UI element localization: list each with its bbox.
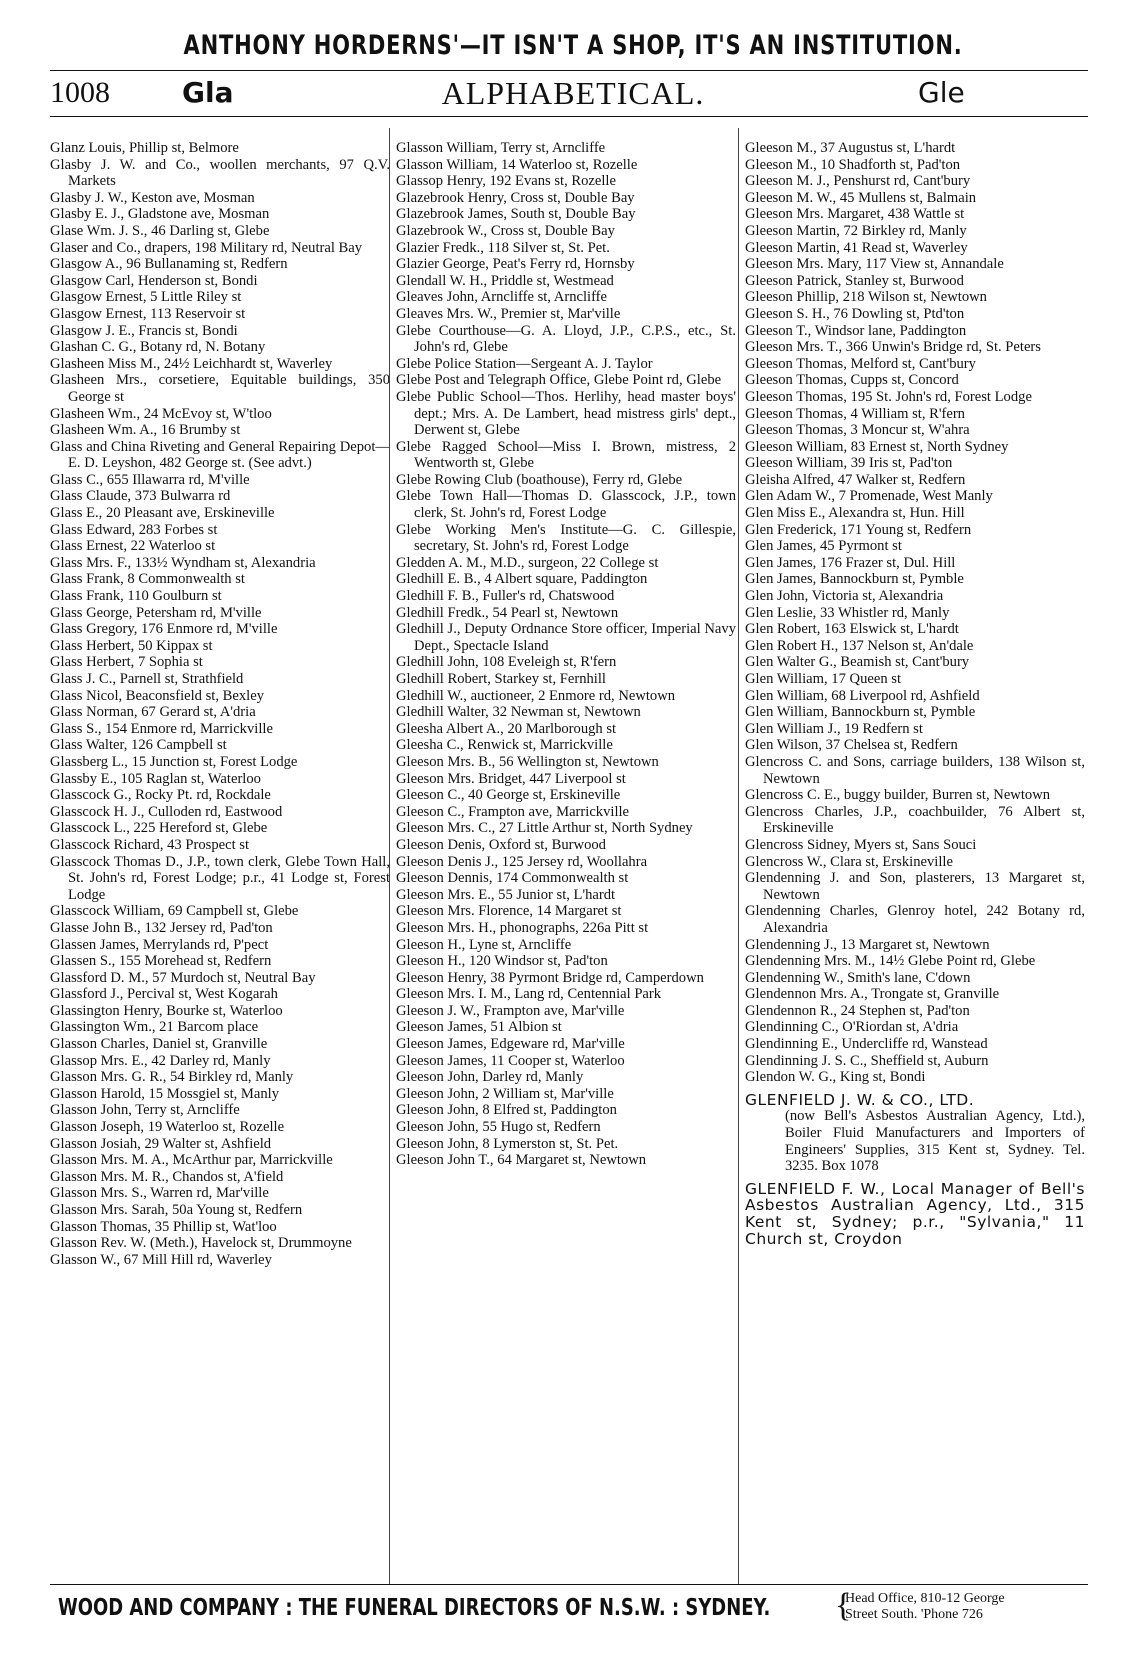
directory-entry: Gleeson Mrs. Margaret, 438 Wattle st: [745, 206, 965, 223]
directory-entry: Glasheen Miss M., 24½ Leichhardt st, Waverley: [50, 355, 333, 372]
directory-entry: Glassop Mrs. E., 42 Darley rd, Manly: [50, 1052, 271, 1069]
directory-entry: Gleeson Mrs. Bridget, 447 Liverpool st: [396, 770, 626, 787]
directory-entry: Glasson William, 14 Waterloo st, Rozelle: [396, 156, 638, 173]
directory-entry: Glasheen Wm., 24 McEvoy st, W'tloo: [50, 405, 272, 422]
directory-entry: Glasson John, Terry st, Arncliffe: [50, 1102, 240, 1119]
directory-entry: Glasscock Richard, 43 Prospect st: [50, 836, 250, 853]
directory-entry: Glasby E. J., Gladstone ave, Mosman: [50, 206, 270, 223]
directory-entry: Glasby J. W. and Co., woollen merchants, 97 Q.V. Markets: [50, 156, 390, 190]
directory-entry: Glass Claude, 373 Bulwarra rd: [50, 488, 231, 505]
directory-entry: Glen James, Bannockburn st, Pymble: [745, 571, 964, 588]
directory-entry: Glass Nicol, Beaconsfield st, Bexley: [50, 687, 264, 704]
directory-entry: Gleisha Alfred, 47 Walker st, Redfern: [745, 471, 966, 488]
directory-entry: Glebe Working Men's Institute—G. C. Gillespie, secretary, St. John's rd, Forest Lodge: [396, 521, 736, 555]
directory-entry: Glencross C. and Sons, carriage builders, 138 Wilson st, Newtown: [745, 753, 1085, 787]
directory-entry: Glass Ernest, 22 Waterloo st: [50, 538, 216, 555]
directory-entry: Gleeson John T., 64 Margaret st, Newtown: [396, 1152, 647, 1169]
directory-entry: Glass S., 154 Enmore rd, Marrickville: [50, 720, 273, 737]
directory-entry: Gledhill F. B., Fuller's rd, Chatswood: [396, 588, 615, 605]
directory-entry: Glassington Henry, Bourke st, Waterloo: [50, 1002, 283, 1019]
directory-entry: Glebe Ragged School—Miss I. Brown, mistress, 2 Wentworth st, Glebe: [396, 438, 736, 472]
directory-entry: Gleeson Thomas, Cupps st, Concord: [745, 372, 959, 389]
directory-entry: Gleeson Phillip, 218 Wilson st, Newtown: [745, 289, 987, 306]
directory-entry: Glen William, Bannockburn st, Pymble: [745, 704, 976, 721]
directory-entry: Glass Herbert, 7 Sophia st: [50, 654, 203, 671]
directory-entry: Glen Robert H., 137 Nelson st, An'dale: [745, 637, 974, 654]
brace-glyph: {: [835, 1587, 852, 1624]
directory-entry: Glasson Mrs. Sarah, 50a Young st, Redfern: [50, 1202, 303, 1218]
directory-entry: Gleeson Patrick, Stanley st, Burwood: [745, 272, 964, 289]
directory-entry: Glasscock Thomas D., J.P., town clerk, Glebe Town Hall, St. John's rd, Forest Lodge; p.r., 41 Lodge st, Forest Lodge: [50, 853, 390, 903]
directory-entry: Gleeson C., Frampton ave, Marrickville: [396, 803, 630, 820]
directory-entry: Gleeson William, 83 Ernest st, North Sydney: [745, 438, 1009, 455]
directory-entry: Gleeson Mrs. E., 55 Junior st, L'hardt: [396, 886, 616, 903]
directory-entry: Glen Adam W., 7 Promenade, West Manly: [745, 488, 993, 505]
left-guide-word: Gla: [182, 76, 234, 109]
footer-advert: [0, 1588, 1146, 1628]
directory-entry: GLENFIELD J. W. & CO., LTD.: [745, 1090, 975, 1109]
directory-entry: Gleeson William, 39 Iris st, Pad'ton: [745, 455, 953, 472]
directory-entry: Glassington Wm., 21 Barcom place: [50, 1019, 259, 1036]
directory-entry: Gleeson Thomas, 195 St. John's rd, Forest Lodge: [745, 388, 1032, 405]
header-top-rule: [50, 70, 1088, 71]
directory-entry: Glass Gregory, 176 Enmore rd, M'ville: [50, 621, 278, 638]
directory-entry: Glass Norman, 67 Gerard st, A'dria: [50, 704, 256, 721]
directory-entry: Gleeson Mrs. Mary, 117 View st, Annandale: [745, 256, 1004, 273]
directory-entry: Gleeson Mrs. C., 27 Little Arthur st, North Sydney: [396, 820, 693, 837]
directory-entry: Glasheen Wm. A., 16 Brumby st: [50, 422, 241, 439]
column-divider: [389, 128, 390, 1585]
directory-entry: Glendennon R., 24 Stephen st, Pad'ton: [745, 1002, 970, 1019]
directory-entry: Gleeson James, 51 Albion st: [396, 1019, 562, 1036]
directory-entry: Glasse John B., 132 Jersey rd, Pad'ton: [50, 919, 273, 936]
footer-rule: [50, 1584, 1088, 1585]
directory-entry: Glass and China Riveting and General Repairing Depot—E. D. Leyshon, 482 George st. (See advt.): [50, 438, 390, 472]
directory-entry: Glendennon Mrs. A., Trongate st, Granville: [745, 986, 1000, 1003]
directory-entry: Glasson Thomas, 35 Phillip st, Wat'loo: [50, 1218, 277, 1235]
directory-entry: Glasson Mrs. G. R., 54 Birkley rd, Manly: [50, 1069, 294, 1086]
directory-entry: Glen Leslie, 33 Whistler rd, Manly: [745, 604, 950, 621]
directory-entry: Glasgow Ernest, 113 Reservoir st: [50, 305, 246, 322]
directory-entry: Glendon W. G., King st, Bondi: [745, 1069, 926, 1086]
directory-entry: Gleeson James, Edgeware rd, Mar'ville: [396, 1036, 625, 1053]
directory-entry: Glasheen Mrs., corsetiere, Equitable buildings, 350 George st: [50, 372, 390, 405]
directory-entry: Glasson Harold, 15 Mossgiel st, Manly: [50, 1085, 280, 1102]
header-bottom-rule: [50, 116, 1088, 117]
directory-entry: Gleeson Mrs. T., 366 Unwin's Bridge rd, St. Peters: [745, 339, 1041, 356]
directory-entry: Glazebrook Henry, Cross st, Double Bay: [396, 189, 635, 206]
directory-entry: (now Bell's Asbestos Australian Agency, Ltd.), Boiler Fluid Manufacturers and Importers of Engineers' Supplies, 315 Kent st, Sydney. Tel. 3235. Box 1078: [785, 1108, 1085, 1175]
directory-entry: Gledhill E. B., 4 Albert square, Paddington: [396, 571, 648, 588]
directory-entry: Gleeson Mrs. H., phonographs, 226a Pitt st: [396, 919, 649, 936]
directory-entry: Gleaves John, Arncliffe st, Arncliffe: [396, 289, 608, 306]
directory-entry: Gledhill Fredk., 54 Pearl st, Newtown: [396, 604, 619, 621]
directory-entry: Gleeson H., 120 Windsor st, Pad'ton: [396, 953, 608, 970]
directory-entry: Gleeson M., 37 Augustus st, L'hardt: [745, 140, 956, 156]
directory-entry: Glassen S., 155 Morehead st, Redfern: [50, 953, 272, 970]
directory-entry: Gleeson John, 55 Hugo st, Redfern: [396, 1119, 601, 1136]
directory-entry: Gleeson John, 2 William st, Mar'ville: [396, 1085, 614, 1102]
directory-entry: Gleeson Thomas, 3 Moncur st, W'ahra: [745, 422, 970, 439]
directory-entry: Glassford J., Percival st, West Kogarah: [50, 986, 278, 1003]
directory-column-3: [745, 140, 1085, 1247]
directory-entry: Gleeson Henry, 38 Pyrmont Bridge rd, Camperdown: [396, 969, 704, 986]
directory-entry: Gleeson John, 8 Elfred st, Paddington: [396, 1102, 617, 1119]
directory-entry: Gledden A. M., M.D., surgeon, 22 College st: [396, 554, 659, 571]
directory-entry: Glasgow Ernest, 5 Little Riley st: [50, 289, 242, 306]
footer-address-line: Street South. 'Phone 726: [845, 1607, 983, 1622]
directory-entry: Glasscock G., Rocky Pt. rd, Rockdale: [50, 787, 271, 804]
directory-entry: Glasby J. W., Keston ave, Mosman: [50, 189, 255, 206]
directory-entry: Glen William J., 19 Redfern st: [745, 720, 923, 737]
directory-entry: Glendall W. H., Priddle st, Westmead: [396, 272, 614, 289]
directory-entry: Gleaves Mrs. W., Premier st, Mar'ville: [396, 305, 621, 322]
directory-entry: Glasscock H. J., Culloden rd, Eastwood: [50, 803, 283, 820]
directory-entry: Glazier Fredk., 118 Silver st, St. Pet.: [396, 239, 610, 256]
directory-entry: GLENFIELD F. W., Local Manager of Bell's Asbestos Australian Agency, Ltd., 315 Kent st, Sydney; p.r., "Sylvania," 11 Church st, Croydon: [745, 1179, 1085, 1248]
right-guide-word: Gle: [918, 76, 965, 109]
directory-entry: Glencross C. E., buggy builder, Burren st, Newtown: [745, 787, 1051, 804]
directory-entry: Glazebrook W., Cross st, Double Bay: [396, 222, 615, 239]
directory-entry: Glassen James, Merrylands rd, P'pect: [50, 936, 269, 953]
directory-entry: Glendenning Charles, Glenroy hotel, 242 Botany rd, Alexandria: [745, 903, 1085, 936]
directory-entry: Glen Walter G., Beamish st, Cant'bury: [745, 654, 970, 671]
directory-entry: Gleesha C., Renwick st, Marrickville: [396, 737, 613, 754]
directory-entry: Glen John, Victoria st, Alexandria: [745, 588, 944, 605]
directory-column-2: [396, 140, 736, 1169]
directory-entry: Glass Frank, 110 Goulburn st: [50, 588, 222, 605]
directory-entry: Gledhill John, 108 Eveleigh st, R'fern: [396, 654, 617, 671]
directory-entry: Glencross Charles, J.P., coachbuilder, 76 Albert st, Erskineville: [745, 803, 1085, 837]
directory-entry: Gleeson Mrs. I. M., Lang rd, Centennial Park: [396, 986, 662, 1003]
directory-entry: Glass J. C., Parnell st, Strathfield: [50, 671, 244, 687]
directory-entry: Glassberg L., 15 Junction st, Forest Lodge: [50, 753, 298, 770]
page-title: ALPHABETICAL.: [441, 75, 705, 111]
directory-entry: Glassby E., 105 Raglan st, Waterloo: [50, 770, 261, 787]
page-banner: ANTHONY HORDERNS'—IT ISN'T A SHOP, IT'S AN INSTITUTION.: [183, 30, 963, 61]
directory-entry: Glasscock L., 225 Hereford st, Glebe: [50, 820, 268, 837]
directory-entry: Glen William, 17 Queen st: [745, 671, 901, 687]
directory-entry: Glendenning J. and Son, plasterers, 13 Margaret st, Newtown: [745, 870, 1085, 903]
directory-entry: Gledhill J., Deputy Ordnance Store officer, Imperial Navy Dept., Spectacle Island: [396, 621, 736, 654]
directory-entry: Gleeson Mrs. Florence, 14 Margaret st: [396, 903, 622, 920]
directory-column-1: [50, 140, 390, 1268]
directory-entry: Glasson William, Terry st, Arncliffe: [396, 140, 606, 156]
directory-entry: Glass Frank, 8 Commonwealth st: [50, 571, 245, 588]
directory-entry: Glen Robert, 163 Elswick st, L'hardt: [745, 621, 959, 638]
directory-entry: Glen Wilson, 37 Chelsea st, Redfern: [745, 737, 958, 754]
directory-entry: Glasson Mrs. M. A., McArthur par, Marrickville: [50, 1152, 333, 1169]
directory-entry: Gleeson M. J., Penshurst rd, Cant'bury: [745, 173, 971, 190]
directory-entry: Gleeson Mrs. B., 56 Wellington st, Newtown: [396, 753, 659, 770]
directory-entry: Glen Frederick, 171 Young st, Redfern: [745, 521, 972, 538]
directory-entry: Gleeson M., 10 Shadforth st, Pad'ton: [745, 156, 961, 173]
directory-entry: Glendinning E., Undercliffe rd, Wanstead: [745, 1036, 988, 1053]
directory-entry: Gleeson Denis J., 125 Jersey rd, Woollahra: [396, 853, 648, 870]
directory-entry: Glassop Henry, 192 Evans st, Rozelle: [396, 173, 616, 190]
directory-entry: Glasson Joseph, 19 Waterloo st, Rozelle: [50, 1119, 285, 1136]
directory-entry: Glasson Josiah, 29 Walter st, Ashfield: [50, 1135, 272, 1152]
directory-entry: Gledhill Walter, 32 Newman st, Newtown: [396, 704, 641, 721]
directory-entry: Gleeson Martin, 41 Read st, Waverley: [745, 239, 968, 256]
directory-entry: Glasscock William, 69 Campbell st, Glebe: [50, 903, 299, 920]
directory-entry: Glendinning J. S. C., Sheffield st, Auburn: [745, 1052, 989, 1069]
directory-entry: Glasgow A., 96 Bullanaming st, Redfern: [50, 256, 288, 273]
directory-entry: Glasgow J. E., Francis st, Bondi: [50, 322, 238, 339]
directory-entry: Gleeson James, 11 Cooper st, Waterloo: [396, 1052, 625, 1069]
directory-entry: Glase Wm. J. S., 46 Darling st, Glebe: [50, 222, 270, 239]
directory-entry: Gleeson Thomas, Melford st, Cant'bury: [745, 355, 976, 372]
footer-address: [845, 1591, 1095, 1623]
directory-entry: Gleeson C., 40 George st, Erskineville: [396, 787, 621, 804]
directory-entry: Glanz Louis, Phillip st, Belmore: [50, 140, 239, 156]
directory-entry: Glebe Rowing Club (boathouse), Ferry rd, Glebe: [396, 471, 683, 488]
directory-entry: Glendinning C., O'Riordan st, A'dria: [745, 1019, 959, 1036]
directory-entry: Glassford D. M., 57 Murdoch st, Neutral Bay: [50, 969, 316, 986]
footer-address-line: Head Office, 810-12 George: [845, 1591, 1005, 1606]
directory-entry: Glass C., 655 Illawarra rd, M'ville: [50, 471, 250, 488]
directory-entry: Glashan C. G., Botany rd, N. Botany: [50, 339, 266, 356]
directory-entry: Gleeson Denis, Oxford st, Burwood: [396, 836, 606, 853]
directory-entry: Glazier George, Peat's Ferry rd, Hornsby: [396, 256, 635, 273]
directory-entry: Glebe Police Station—Sergeant A. J. Taylor: [396, 355, 653, 372]
directory-entry: Gleeson S. H., 76 Dowling st, Ptd'ton: [745, 305, 965, 322]
directory-entry: Glen James, 176 Frazer st, Dul. Hill: [745, 554, 956, 571]
directory-entry: Glen James, 45 Pyrmont st: [745, 538, 902, 555]
directory-entry: Gleeson John, Darley rd, Manly: [396, 1069, 584, 1086]
directory-entry: Glass Mrs. F., 133½ Wyndham st, Alexandria: [50, 554, 316, 571]
directory-entry: Glasson Mrs. S., Warren rd, Mar'ville: [50, 1185, 269, 1202]
directory-entry: Gleeson Thomas, 4 William st, R'fern: [745, 405, 965, 422]
directory-entry: Glass George, Petersham rd, M'ville: [50, 604, 262, 621]
directory-entry: Glebe Post and Telegraph Office, Glebe Point rd, Glebe: [396, 372, 722, 389]
directory-entry: Gledhill W., auctioneer, 2 Enmore rd, Newtown: [396, 687, 676, 704]
directory-entry: Glendenning J., 13 Margaret st, Newtown: [745, 936, 990, 953]
directory-entry: Glebe Town Hall—Thomas D. Glasscock, J.P., town clerk, St. John's rd, Forest Lodge: [396, 488, 736, 522]
directory-entry: Gleeson T., Windsor lane, Paddington: [745, 322, 967, 339]
footer-advert-text: WOOD AND COMPANY : THE FUNERAL DIRECTORS OF N.S.W. : SYDNEY.: [58, 1595, 771, 1621]
directory-entry: Glencross Sidney, Myers st, Sans Souci: [745, 836, 977, 853]
directory-entry: Glass Walter, 126 Campbell st: [50, 737, 227, 754]
directory-entry: Glebe Courthouse—G. A. Lloyd, J.P., C.P.S., etc., St. John's rd, Glebe: [396, 322, 736, 356]
column-divider: [738, 128, 739, 1585]
directory-entry: Gleeson Dennis, 174 Commonwealth st: [396, 870, 629, 887]
directory-entry: Gleeson J. W., Frampton ave, Mar'ville: [396, 1002, 625, 1019]
directory-entry: Glasson Charles, Daniel st, Granville: [50, 1036, 268, 1053]
directory-entry: Glebe Public School—Thos. Herlihy, head master boys' dept.; Mrs. A. De Lambert, head mistress girls' dept., Derwent st, Glebe: [396, 388, 736, 439]
directory-entry: Glasson W., 67 Mill Hill rd, Waverley: [50, 1251, 272, 1268]
directory-entry: Glass E., 20 Pleasant ave, Erskineville: [50, 505, 275, 522]
directory-entry: Glasgow Carl, Henderson st, Bondi: [50, 272, 258, 289]
page-number: 1008: [50, 76, 110, 109]
directory-entry: Glass Edward, 283 Forbes st: [50, 521, 218, 538]
directory-entry: Gleesha Albert A., 20 Marlborough st: [396, 720, 617, 737]
directory-entry: Gledhill Robert, Starkey st, Fernhill: [396, 671, 606, 687]
directory-entry: Glendenning Mrs. M., 14½ Glebe Point rd, Glebe: [745, 953, 1036, 970]
directory-entry: Glasson Mrs. M. R., Chandos st, A'field: [50, 1168, 284, 1185]
directory-entry: Glaser and Co., drapers, 198 Military rd, Neutral Bay: [50, 239, 363, 256]
directory-entry: Glendenning W., Smith's lane, C'down: [745, 969, 971, 986]
directory-entry: Glasson Rev. W. (Meth.), Havelock st, Drummoyne: [50, 1235, 352, 1252]
directory-entry: Glen Miss E., Alexandra st, Hun. Hill: [745, 505, 965, 522]
directory-entry: Glass Herbert, 50 Kippax st: [50, 637, 213, 654]
directory-entry: Glencross W., Clara st, Erskineville: [745, 853, 953, 870]
directory-entry: Gleeson M. W., 45 Mullens st, Balmain: [745, 189, 977, 206]
directory-entry: Gleeson Martin, 72 Birkley rd, Manly: [745, 222, 967, 239]
directory-entry: Gleeson John, 8 Lymerston st, St. Pet.: [396, 1135, 619, 1152]
directory-entry: Glazebrook James, South st, Double Bay: [396, 206, 636, 223]
directory-entry: Gleeson H., Lyne st, Arncliffe: [396, 936, 572, 953]
directory-entry: Glen William, 68 Liverpool rd, Ashfield: [745, 687, 980, 704]
